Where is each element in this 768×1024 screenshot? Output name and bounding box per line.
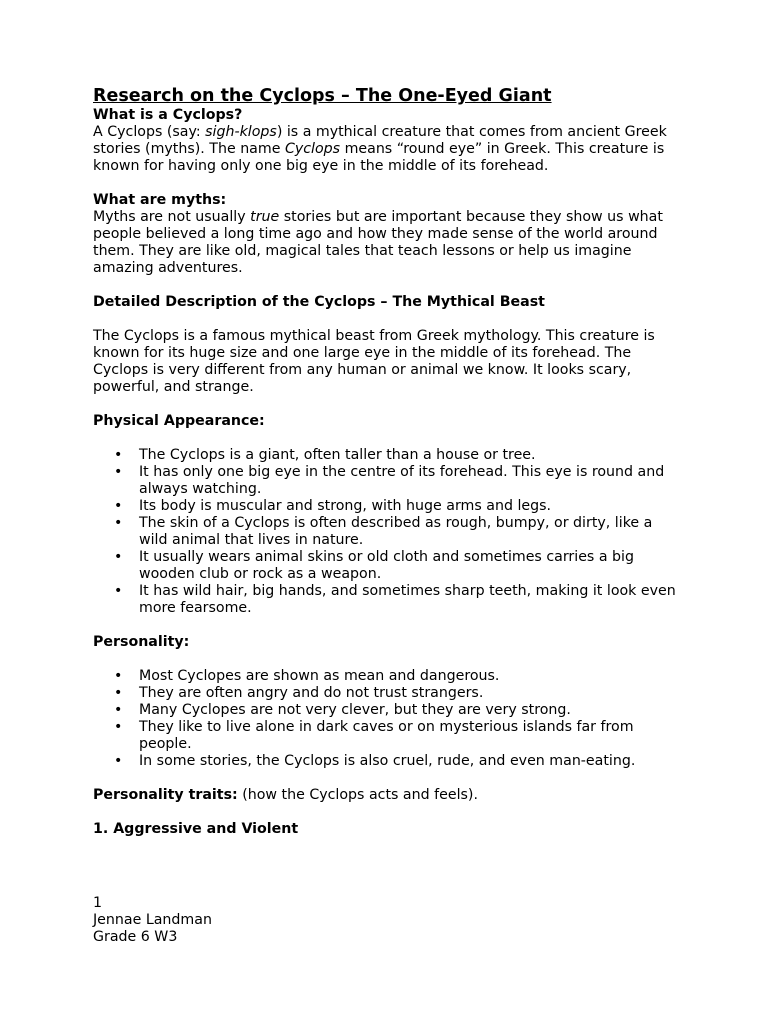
heading-what-is-cyclops: What is a Cyclops?	[93, 107, 243, 123]
paragraph-what-is-cyclops: A Cyclops (say: sigh-klops) is a mythical creature that comes from ancient Greek stories (myths). The name Cyclops means “round eye” in Greek. This creature is known for having only one big eye in the middle of its forehead.	[93, 124, 667, 174]
heading-trait-aggressive: 1. Aggressive and Violent	[93, 821, 299, 837]
list-personality	[93, 668, 683, 770]
paragraph-detailed-description: The Cyclops is a famous mythical beast from Greek mythology. This creature is known for its huge size and one large eye in the middle of its forehead. The Cyclops is very different from any human or animal we know. It looks scary, powerful, and strange.	[93, 328, 655, 395]
list-item: • They like to live alone in dark caves or on mysterious islands far from people.	[93, 719, 683, 753]
paragraph-personality-traits: Personality traits: (how the Cyclops acts and feels).	[93, 787, 478, 803]
list-item: • Its body is muscular and strong, with huge arms and legs.	[93, 498, 683, 515]
page-footer	[93, 895, 212, 946]
list-item: • It has wild hair, big hands, and sometimes sharp teeth, making it look even more fearsome.	[93, 583, 683, 617]
list-item: • They are often angry and do not trust strangers.	[93, 685, 683, 702]
list-item: • The Cyclops is a giant, often taller than a house or tree.	[93, 447, 683, 464]
list-item: • It has only one big eye in the centre of its forehead. This eye is round and always watching.	[93, 464, 683, 498]
document-page	[93, 85, 683, 838]
list-item: • Most Cyclopes are shown as mean and dangerous.	[93, 668, 683, 685]
list-item: • Many Cyclopes are not very clever, but they are very strong.	[93, 702, 683, 719]
list-item: • The skin of a Cyclops is often described as rough, bumpy, or dirty, like a wild animal that lives in nature.	[93, 515, 683, 549]
page-number: 1	[93, 895, 103, 911]
heading-what-are-myths: What are myths:	[93, 192, 227, 208]
heading-personality: Personality:	[93, 634, 190, 650]
author-name: Jennae Landman	[93, 912, 212, 928]
heading-detailed-description: Detailed Description of the Cyclops – The Mythical Beast	[93, 294, 545, 310]
list-physical-appearance	[93, 447, 683, 617]
list-item: • It usually wears animal skins or old cloth and sometimes carries a big wooden club or rock as a weapon.	[93, 549, 683, 583]
list-item: • In some stories, the Cyclops is also cruel, rude, and even man-eating.	[93, 753, 683, 770]
document-title: Research on the Cyclops – The One-Eyed Giant	[93, 86, 552, 106]
heading-physical-appearance: Physical Appearance:	[93, 413, 265, 429]
paragraph-what-are-myths: Myths are not usually true stories but are important because they show us what people believed a long time ago and how they made sense of the world around them. They are like old, magical tales that teach lessons or help us imagine amazing adventures.	[93, 209, 663, 276]
grade-class: Grade 6 W3	[93, 929, 178, 945]
